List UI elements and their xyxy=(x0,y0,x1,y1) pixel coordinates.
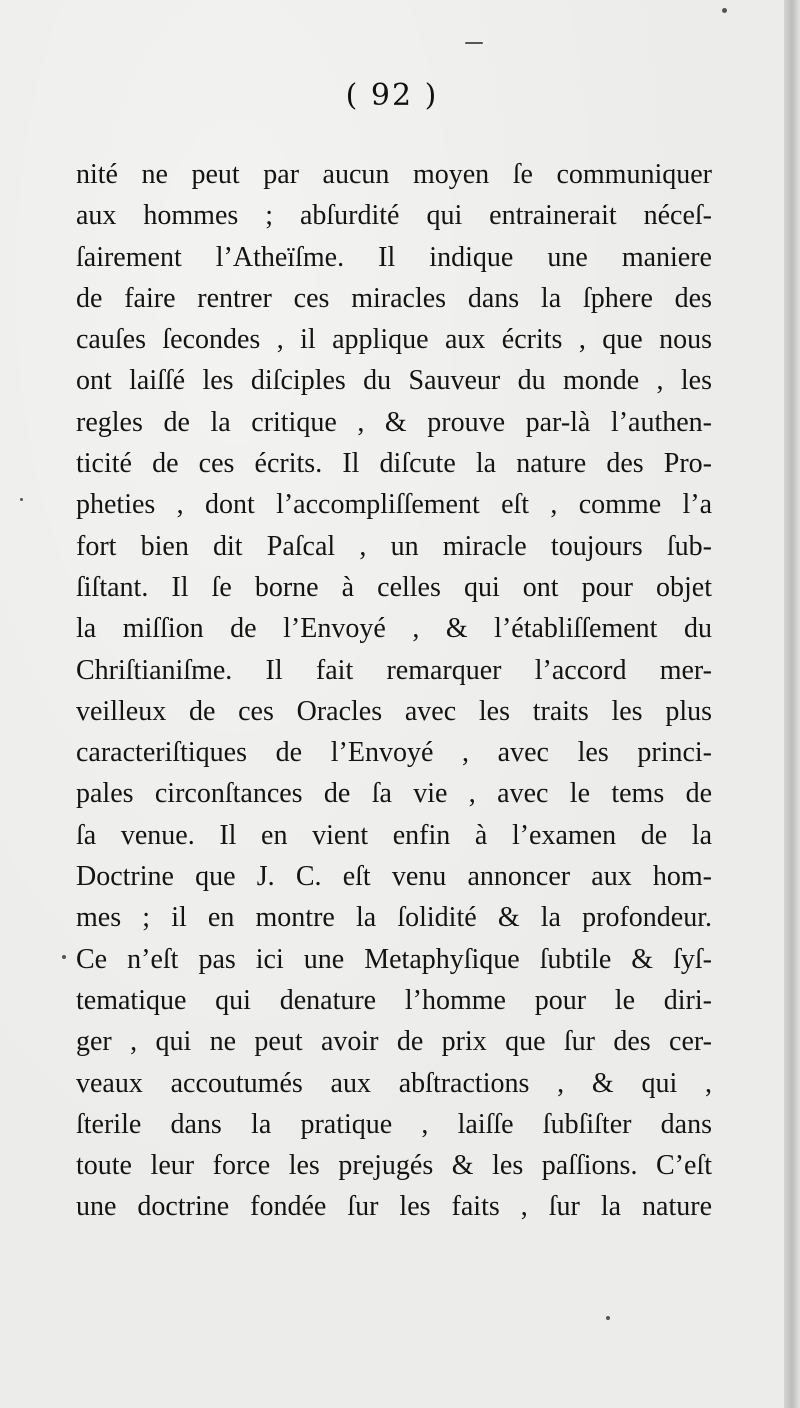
text-line: pales circonſtances de ſa vie , avec le tems de xyxy=(76,778,712,810)
text-line: ſiſtant. Il ſe borne à celles qui ont pour objet xyxy=(76,571,712,603)
text-line: Ce n’eſt pas ici une Metaphyſique ſubtile & ſyſ- xyxy=(76,943,712,975)
text-line: ſa venue. Il en vient enfin à l’examen de la xyxy=(76,819,712,851)
text-line: nité ne peut par aucun moyen ſe communiquer xyxy=(76,159,712,190)
text-line: toute leur force les prejugés & les paſſions. C’eſt xyxy=(76,1150,712,1182)
text-line: veaux accoutumés aux abſtractions , & qui , xyxy=(76,1067,712,1099)
paper-speck xyxy=(20,498,23,501)
text-line: caracteriſtiques de l’Envoyé , avec les princi- xyxy=(76,737,712,769)
text-line: mes ; il en montre la ſolidité & la profondeur. xyxy=(76,902,712,934)
paper-speck xyxy=(465,42,483,44)
text-line: tematique qui denature l’homme pour le diri- xyxy=(76,984,712,1016)
text-line: ſairement l’Atheïſme. Il indique une maniere xyxy=(76,241,712,273)
text-line: Chriſtianiſme. Il fait remarquer l’accord mer- xyxy=(76,654,712,686)
body-text xyxy=(76,154,712,1228)
text-line: Doctrine que J. C. eſt venu annoncer aux hom- xyxy=(76,861,712,893)
page-number: ( 92 ) xyxy=(345,78,439,113)
text-line: de faire rentrer ces miracles dans la ſphere des xyxy=(76,282,712,314)
text-line: regles de la critique , & prouve par-là l’authen- xyxy=(76,406,712,438)
page-edge-shadow xyxy=(784,0,800,1408)
text-line: ont laiſſé les diſciples du Sauveur du monde , les xyxy=(76,365,712,397)
text-line: ſterile dans la pratique , laiſſe ſubſiſter dans xyxy=(76,1108,712,1140)
text-line: ger , qui ne peut avoir de prix que ſur des cer- xyxy=(76,1026,712,1058)
text-line: pheties , dont l’accompliſſement eſt , comme l’a xyxy=(76,489,712,521)
text-line: aux hommes ; abſurdité qui entrainerait néceſ- xyxy=(76,200,712,232)
text-line: la miſſion de l’Envoyé , & l’établiſſement du xyxy=(76,613,712,645)
text-line: une doctrine fondée ſur les faits , ſur la nature xyxy=(76,1191,712,1223)
text-line: veilleux de ces Oracles avec les traits les plus xyxy=(76,695,712,727)
text-line: ticité de ces écrits. Il diſcute la nature des Pro- xyxy=(76,448,712,480)
text-line: cauſes ſecondes , il applique aux écrits , que nous xyxy=(76,324,712,356)
text-line: fort bien dit Paſcal , un miracle toujours ſub- xyxy=(76,530,712,562)
paper-speck xyxy=(62,955,66,959)
paper-speck xyxy=(722,8,727,13)
paper-speck xyxy=(606,1316,610,1320)
